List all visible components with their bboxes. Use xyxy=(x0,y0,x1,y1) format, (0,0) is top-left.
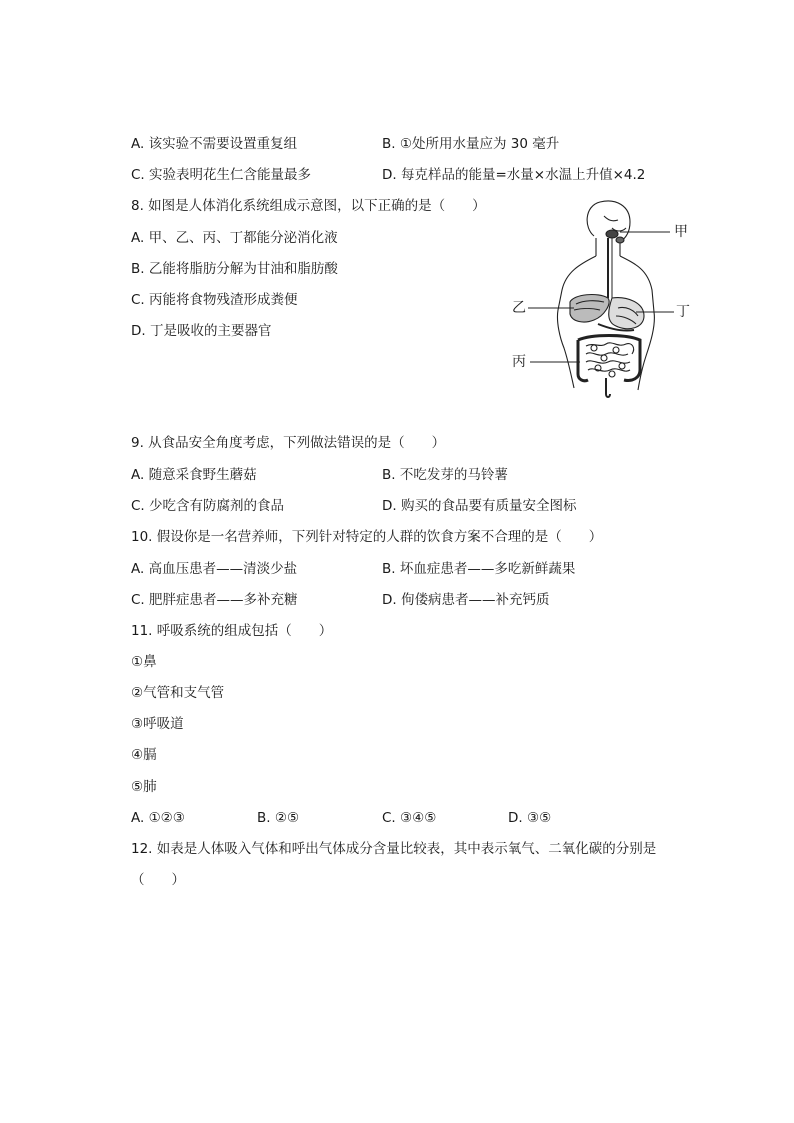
q9-option-a: A. 随意采食野生蘑菇 xyxy=(131,467,257,483)
q10-option-d: D. 佝偻病患者——补充钙质 xyxy=(382,592,550,608)
digestive-system-figure xyxy=(508,198,700,408)
q12-stem-continued: （ ） xyxy=(131,872,185,888)
q10-stem: 10. 假设你是一名营养师，下列针对特定的人群的饮食方案不合理的是（ ） xyxy=(131,529,603,545)
q11-item-3: ③呼吸道 xyxy=(131,716,184,732)
label-bing: 丙 xyxy=(512,354,526,370)
q11-option-b: B. ②⑤ xyxy=(257,810,300,826)
q9-stem: 9. 从食品安全角度考虑，下列做法错误的是（ ） xyxy=(131,435,446,451)
q8-option-b: B. 乙能将脂肪分解为甘油和脂肪酸 xyxy=(131,261,338,277)
q8-stem: 8. 如图是人体消化系统组成示意图，以下正确的是（ ） xyxy=(131,198,486,214)
q10-option-c: C. 肥胖症患者——多补充糖 xyxy=(131,592,298,608)
q8-option-d: D. 丁是吸收的主要器官 xyxy=(131,323,272,339)
q11-item-1: ①鼻 xyxy=(131,654,157,670)
q10-option-b: B. 坏血症患者——多吃新鲜蔬果 xyxy=(382,561,576,577)
q11-stem: 11. 呼吸系统的组成包括（ ） xyxy=(131,623,333,639)
q7-option-c: C. 实验表明花生仁含能量最多 xyxy=(131,167,312,183)
label-yi: 乙 xyxy=(512,300,526,316)
q9-option-d: D. 购买的食品要有质量安全图标 xyxy=(382,498,577,514)
label-ding: 丁 xyxy=(676,304,690,320)
label-jia: 甲 xyxy=(674,224,688,240)
q7-option-d: D. 每克样品的能量=水量×水温上升值×4.2 xyxy=(382,167,646,183)
q8-option-a: A. 甲、乙、丙、丁都能分泌消化液 xyxy=(131,230,338,246)
q7-option-a: A. 该实验不需要设置重复组 xyxy=(131,136,298,152)
q11-item-2: ②气管和支气管 xyxy=(131,685,225,701)
q11-option-c: C. ③④⑤ xyxy=(382,810,437,826)
q9-option-b: B. 不吃发芽的马铃薯 xyxy=(382,467,508,483)
q9-option-c: C. 少吃含有防腐剂的食品 xyxy=(131,498,285,514)
q11-option-d: D. ③⑤ xyxy=(508,810,552,826)
q8-option-c: C. 丙能将食物残渣形成粪便 xyxy=(131,292,298,308)
q11-item-5: ⑤肺 xyxy=(131,779,157,795)
q11-option-a: A. ①②③ xyxy=(131,810,185,826)
q11-item-4: ④膈 xyxy=(131,747,157,763)
q12-stem: 12. 如表是人体吸入气体和呼出气体成分含量比较表，其中表示氧气、二氧化碳的分别是 xyxy=(131,841,657,857)
q10-option-a: A. 高血压患者——清淡少盐 xyxy=(131,561,298,577)
q7-option-b: B. ①处所用水量应为 30 毫升 xyxy=(382,136,560,152)
